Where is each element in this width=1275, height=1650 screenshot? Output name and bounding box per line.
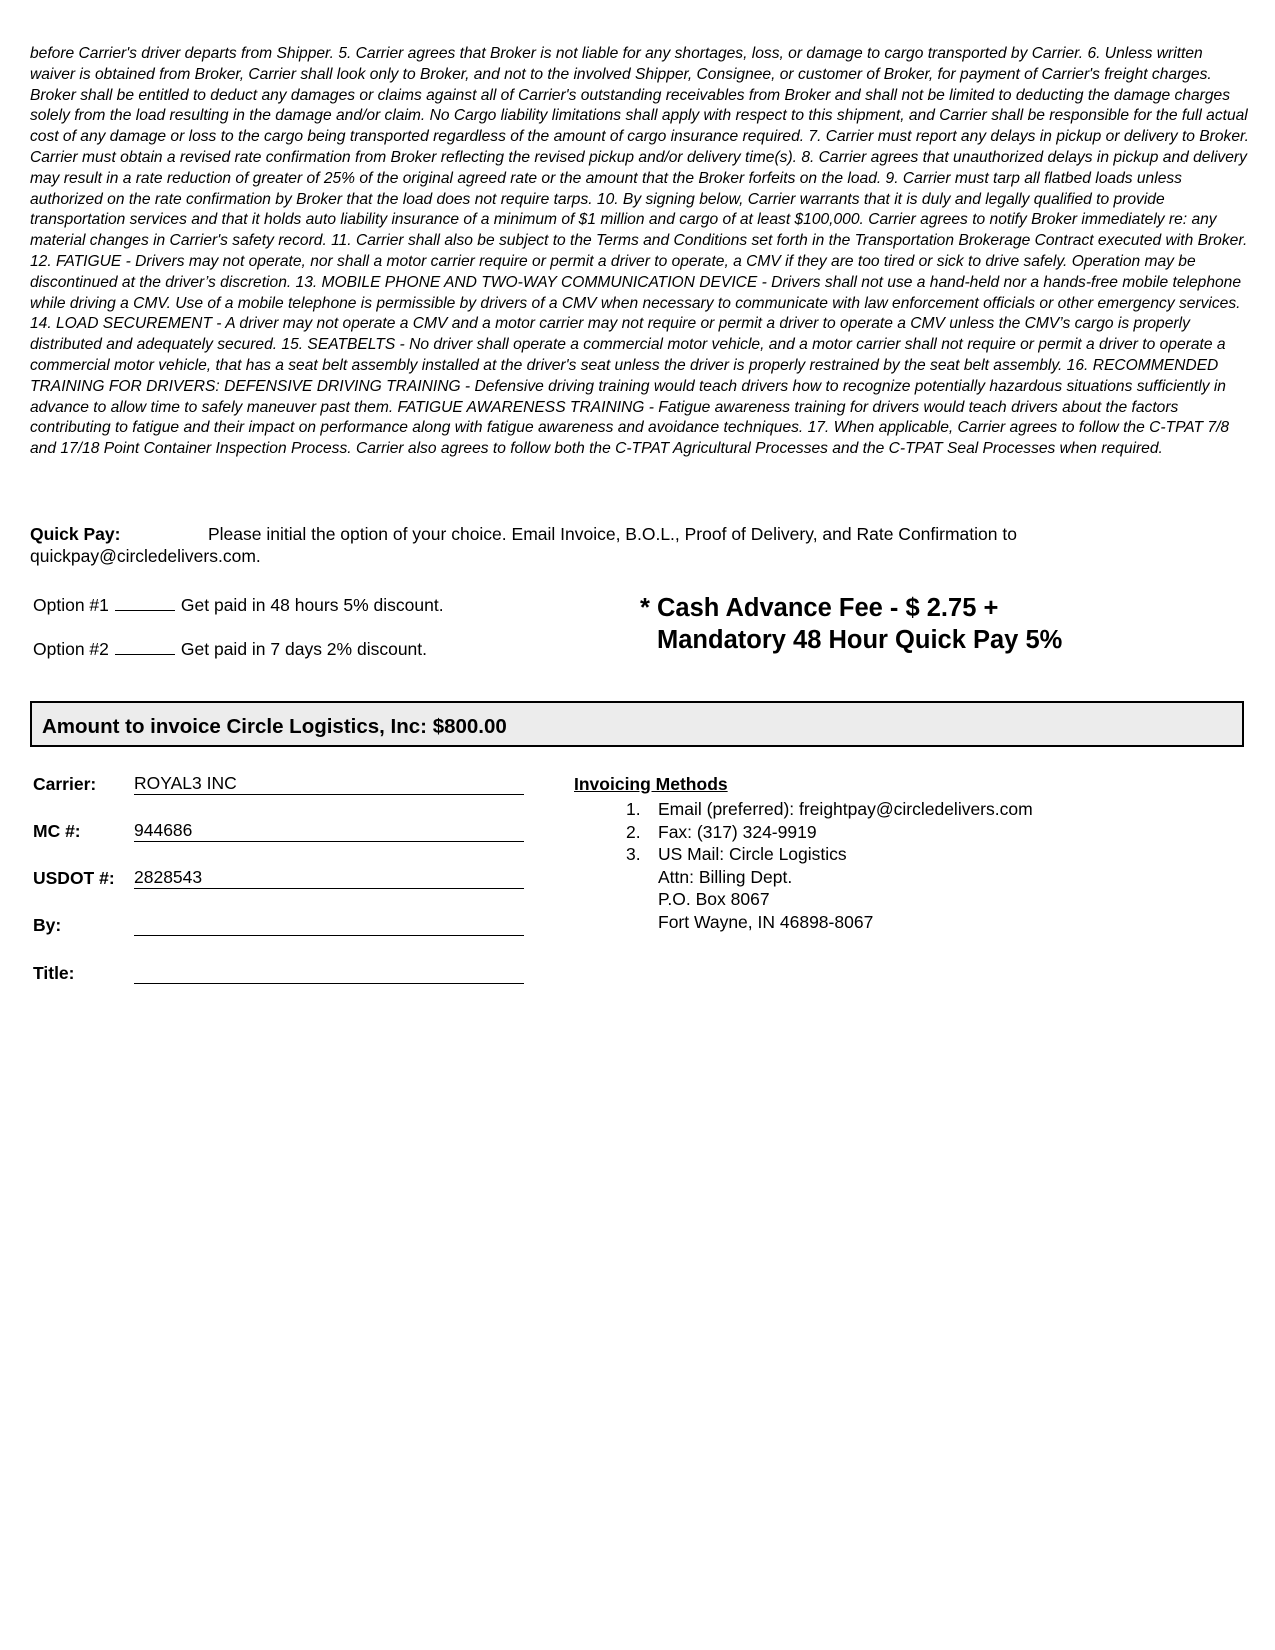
title-value[interactable] (134, 961, 524, 984)
invoicing-item-text: Email (preferred): freightpay@circledelivers.com (658, 799, 1033, 819)
cash-advance-notice (640, 592, 1062, 656)
cash-advance-line1: * Cash Advance Fee - $ 2.75 + (640, 594, 999, 622)
terms-paragraph: before Carrier's driver departs from Shipper. 5. Carrier agrees that Broker is not liable for any shortages, loss, or damage to cargo transported by Carrier. 6. Unless written waiver is obtained from Broker, Carrier shall look only to Broker, and not to the involved Shipper, Consignee, or customer of Broker, for payment of Carrier's freight charges. Broker shall be entitled to deduct any damages or claims against all of Carrier's outstanding receivables from Broker and shall not be limited to deducting the damage charges solely from the load resulting in the damage and/or claim. No Cargo liability limitations shall apply with respect to this shipment, and Carrier shall be responsible for the full actual cost of any damage or loss to the cargo being transported regardless of the amount of cargo insurance required. 7. Carrier must report any delays in pickup or delivery to Broker. Carrier must obtain a revised rate confirmation from Broker reflecting the revised pickup and/or delivery time(s). 8. Carrier agrees that unauthorized delays in pickup and delivery may result in a rate reduction of greater of 25% of the original agreed rate or the amount that the Broker forfeits on the load. 9. Carrier must tarp all flatbed loads unless authorized on the rate confirmation by Broker that the load does not require tarps. 10. By signing below, Carrier warrants that it is duly and legally qualified to provide transportation services and that it holds auto liability insurance of a minimum of $1 million and cargo of at least $100,000. Carrier agrees to notify Broker immediately re: any material changes in Carrier's safety record. 11. Carrier shall also be subject to the Terms and Conditions set forth in the Transportation Brokerage Contract executed with Broker. 12. FATIGUE - Drivers may not operate, nor shall a motor carrier require or permit a driver to operate, a CMV if they are too tired or sick to drive safely. Operation may be discontinued at the driver’s discretion. 13. MOBILE PHONE AND TWO-WAY COMMUNICATION DEVICE - Drivers shall not use a hand-held nor a hands-free mobile telephone while driving a CMV. Use of a mobile telephone is permissible by drivers of a CMV when necessary to communicate with law enforcement officials or other emergency services. 14. LOAD SECUREMENT - A driver may not operate a CMV and a motor carrier may not require or permit a driver to operate a CMV unless the CMV’s cargo is properly distributed and adequately secured. 15. SEATBELTS - No driver shall operate a commercial motor vehicle, and a motor carrier shall not require or permit a driver to operate a commercial motor vehicle, that has a seat belt assembly installed at the driver's seat unless the driver is properly restrained by the seat belt assembly. 16. RECOMMENDED TRAINING FOR DRIVERS: DEFENSIVE DRIVING TRAINING - Defensive driving training would teach drivers how to recognize potentially hazardous situations sufficiently in advance to allow time to safely maneuver past them. FATIGUE AWARENESS TRAINING - Fatigue awareness training for drivers would teach drivers about the factors contributing to fatigue and their impact on performance along with fatigue awareness and avoidance techniques. 17. When applicable, Carrier agrees to follow the C-TPAT 7/8 and 17/18 Point Container Inspection Process. Carrier also agrees to follow both the C-TPAT Agricultural Processes and the C-TPAT Seal Processes when required. (30, 45, 1249, 458)
option-1 (33, 594, 444, 616)
carrier-label: Carrier: (33, 774, 97, 794)
invoicing-item-text: US Mail: Circle Logistics (658, 844, 847, 864)
title-label: Title: (33, 963, 75, 983)
quick-pay-section (30, 523, 1230, 567)
option-2-text: Get paid in 7 days 2% discount. (180, 639, 428, 659)
mc-field (33, 819, 533, 845)
mail-address-line: Attn: Billing Dept. (658, 866, 793, 887)
carrier-value[interactable]: ROYAL3 INC (134, 772, 524, 795)
mc-value[interactable]: 944686 (134, 819, 524, 842)
amount-to-invoice-text: Amount to invoice Circle Logistics, Inc: $800.00 (42, 715, 507, 738)
by-field (33, 913, 533, 939)
usdot-value[interactable]: 2828543 (134, 866, 524, 889)
option-2 (33, 638, 427, 660)
invoicing-item-number: 2. (626, 821, 641, 842)
option-1-label: Option #1 (33, 595, 109, 615)
amount-to-invoice-box (30, 701, 1244, 747)
invoicing-item-number: 3. (626, 844, 641, 864)
invoicing-item-number: 1. (626, 799, 641, 819)
mc-label: MC #: (33, 821, 81, 841)
mail-address-line: P.O. Box 8067 (658, 889, 770, 909)
by-value[interactable] (134, 913, 524, 936)
usdot-label: USDOT #: (33, 868, 115, 888)
carrier-field (33, 772, 533, 798)
option-2-initial-blank[interactable] (115, 640, 175, 655)
invoicing-item-fax (620, 821, 1033, 844)
cash-advance-line2: Mandatory 48 Hour Quick Pay 5% (657, 626, 1063, 654)
invoicing-methods-list (620, 798, 1033, 933)
invoicing-methods-heading: Invoicing Methods (574, 774, 728, 794)
option-2-label: Option #2 (33, 639, 109, 659)
title-field (33, 961, 533, 987)
invoicing-item-email (620, 798, 1033, 821)
invoicing-item-mail (620, 843, 1033, 866)
quick-pay-text: Please initial the option of your choice. Email Invoice, B.O.L., Proof of Delivery, and Rate Confirmation to quickpay@circledelivers.com. (30, 524, 1017, 566)
quick-pay-label: Quick Pay: (30, 524, 121, 544)
invoicing-item-text: Fax: (317) 324-9919 (658, 821, 817, 842)
mail-address-line: Fort Wayne, IN 46898-8067 (658, 911, 874, 932)
by-label: By: (33, 915, 62, 935)
usdot-field (33, 866, 533, 892)
option-1-initial-blank[interactable] (115, 596, 175, 611)
option-1-text: Get paid in 48 hours 5% discount. (180, 595, 444, 615)
